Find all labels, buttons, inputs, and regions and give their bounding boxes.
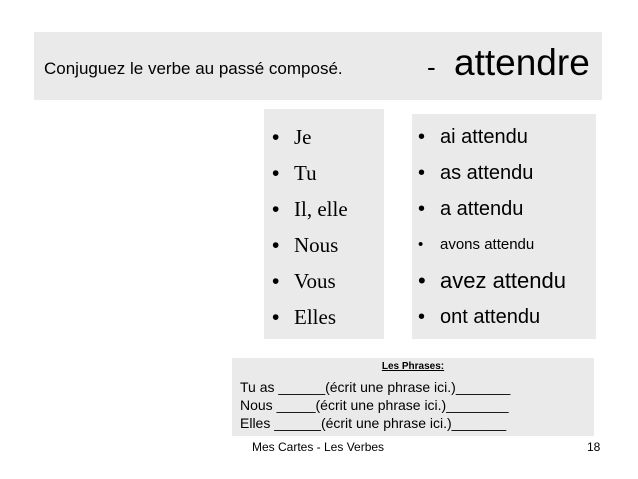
bullet-icon: • [418, 162, 426, 184]
list-item [418, 263, 566, 299]
list-item [418, 227, 566, 263]
list-item [418, 119, 566, 155]
pronoun-box [264, 109, 384, 339]
slide-title-bar [34, 32, 602, 100]
title-dash: - [427, 52, 436, 82]
bullet-icon: • [418, 268, 426, 293]
phrase-line-nous: Nous _____(écrit une phrase ici.)________ [240, 397, 509, 413]
bullet-icon: • [272, 234, 280, 257]
phrases-heading: Les Phrases: [381, 361, 445, 372]
phrase-line-tu: Tu as ______(écrit une phrase ici.)_______ [240, 379, 511, 395]
pronoun-nous: Nous [294, 233, 339, 257]
conjugation-ont: ont attendu [440, 306, 541, 328]
pronoun-elles: Elles [294, 305, 336, 329]
list-item [272, 299, 348, 335]
list-item [418, 191, 566, 227]
phrases-box [232, 358, 594, 436]
title-instruction: Conjuguez le verbe au passé composé. [44, 59, 343, 78]
footer-text: Mes Cartes - Les Verbes [252, 440, 385, 454]
bullet-icon: • [272, 270, 280, 293]
list-item [272, 263, 348, 299]
bullet-icon: • [418, 306, 426, 328]
title-verb: attendre [454, 42, 590, 83]
bullet-icon: • [418, 126, 426, 148]
list-item [272, 155, 348, 191]
bullet-icon: • [272, 198, 280, 221]
bullet-icon: • [418, 198, 426, 220]
page-number: 18 [587, 440, 601, 454]
conjugation-as: as attendu [440, 162, 534, 184]
conjugation-box [412, 114, 596, 339]
list-item [418, 299, 566, 335]
conjugation-list [418, 119, 566, 335]
bullet-icon: • [272, 306, 280, 329]
conjugation-avez: avez attendu [440, 268, 566, 293]
list-item [272, 191, 348, 227]
phrase-line-elles: Elles ______(écrit une phrase ici.)_______ [240, 415, 507, 431]
pronoun-il-elle: Il, elle [294, 197, 348, 221]
conjugation-a: a attendu [440, 198, 524, 220]
pronoun-je: Je [294, 125, 312, 149]
list-item [272, 119, 348, 155]
bullet-icon: • [272, 162, 280, 185]
list-item [272, 227, 348, 263]
pronoun-list [272, 119, 348, 335]
bullet-icon: • [272, 126, 280, 149]
conjugation-avons: avons attendu [440, 236, 535, 253]
pronoun-tu: Tu [294, 161, 317, 185]
list-item [418, 155, 566, 191]
bullet-icon: • [418, 236, 424, 253]
conjugation-ai: ai attendu [440, 126, 528, 148]
pronoun-vous: Vous [294, 269, 336, 293]
